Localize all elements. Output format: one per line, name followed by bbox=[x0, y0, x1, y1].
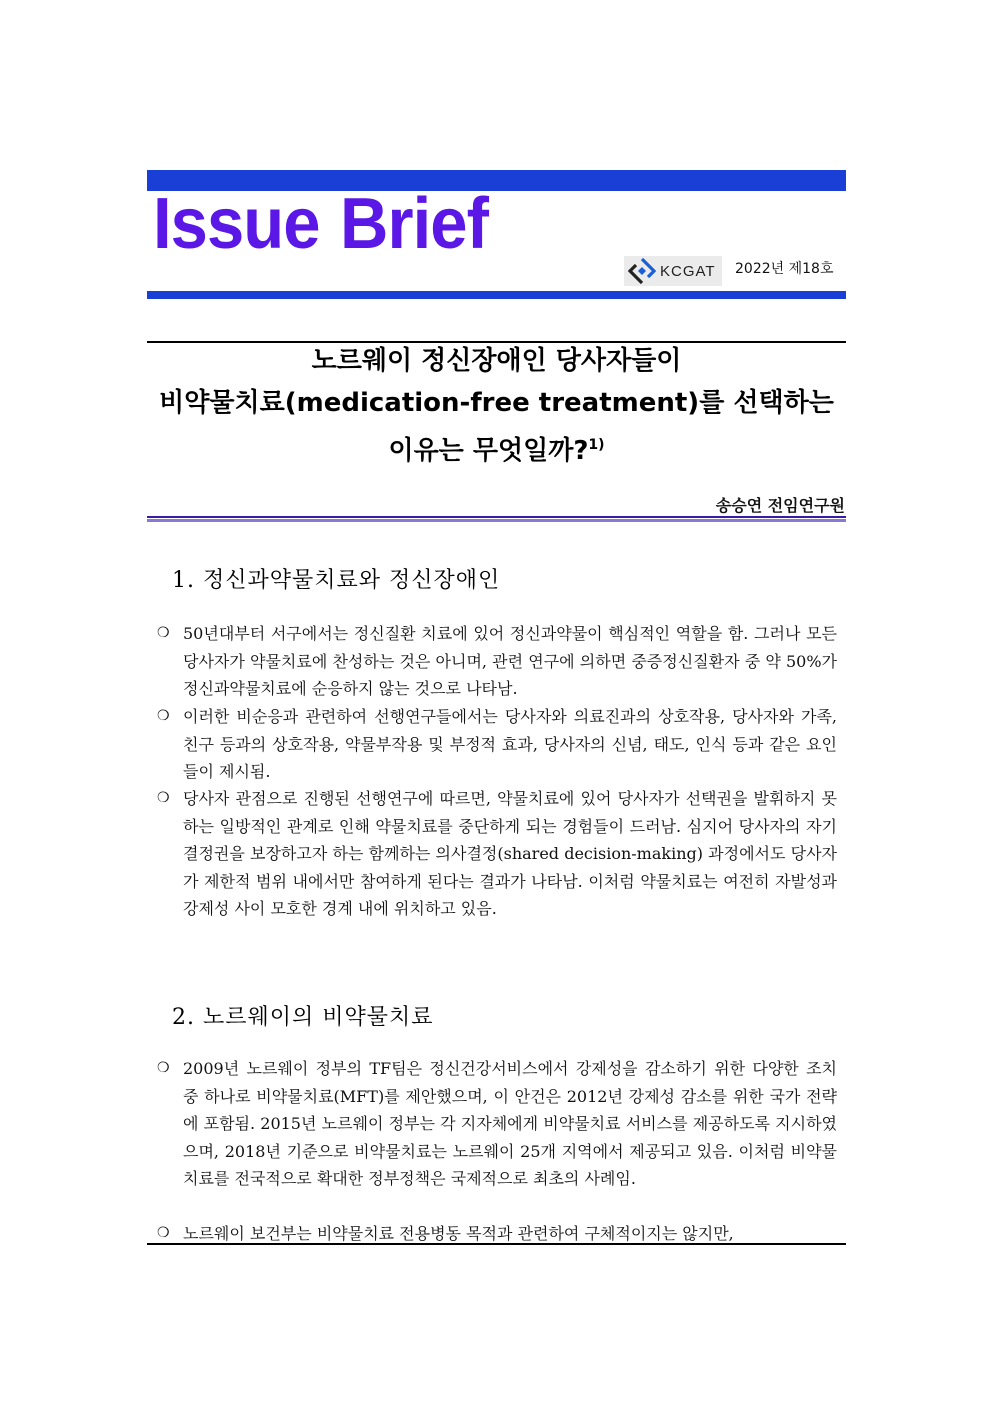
circle-bullet-icon: ❍ bbox=[157, 1060, 170, 1076]
section-2-bullet-1 bbox=[157, 1055, 837, 1193]
issue-number: 2022년 제18호 bbox=[735, 261, 834, 277]
brand-title bbox=[153, 184, 488, 264]
section-heading-1: 1. 정신과약물치료와 정신장애인 bbox=[172, 568, 501, 593]
logo-text: KCGAT bbox=[660, 262, 716, 280]
bullet-text: 50년대부터 서구에서는 정신질환 치료에 있어 정신과약물이 핵심적인 역할을 함. 그러나 모든 당사자가 약물치료에 찬성하는 것은 아니며, 관련 연구에 의하면 중증정신질환자 중 약 50%가 정신과약물치료에 순응하지 않는 것으로 나타남. bbox=[183, 624, 837, 698]
page-bottom-rule bbox=[147, 1243, 846, 1245]
section-1-bullet-3 bbox=[157, 785, 837, 923]
bullet-text: 당사자 관점으로 진행된 선행연구에 따르면, 약물치료에 있어 당사자가 선택권을 발휘하지 못하는 일방적인 관계로 인해 약물치료를 중단하게 되는 경험들이 드러남. 심지어 당사자의 자기결정권을 보장하고자 하는 함께하는 의사결정(shared decision-making) 과정에서도 당사자가 제한적 범위 내에서만 참여하게 된다는 결과가 나타남. 이처럼 약물치료는 여전히 자발성과 강제성 사이 모호한 경계 내에 위치하고 있음. bbox=[183, 789, 837, 918]
author-name: 송승연 전임연구원 bbox=[715, 496, 845, 515]
title-line-1: 노르웨이 정신장애인 당사자들이 bbox=[311, 346, 682, 376]
brand-word-issue: Issue bbox=[153, 184, 320, 264]
circle-bullet-icon: ❍ bbox=[157, 790, 170, 806]
header-bottom-bar bbox=[147, 291, 846, 299]
section-heading-2: 2. 노르웨이의 비약물치료 bbox=[172, 1005, 434, 1030]
bullet-text: 이러한 비순응과 관련하여 선행연구들에서는 당사자와 의료진과의 상호작용, 당사자와 가족, 친구 등과의 상호작용, 약물부작용 및 부정적 효과, 당사자의 신념, 태도, 인식 등과 같은 요인들이 제시됨. bbox=[183, 707, 837, 781]
bullet-text: 노르웨이 보건부는 비약물치료 전용병동 목적과 관련하여 구체적이지는 않지만, bbox=[183, 1224, 734, 1243]
diamond-logo-icon bbox=[628, 257, 656, 285]
circle-bullet-icon: ❍ bbox=[157, 708, 170, 724]
author-divider bbox=[147, 516, 846, 518]
footnote-marker[interactable]: 1) bbox=[588, 437, 605, 453]
bullet-text: 2009년 노르웨이 정부의 TF팀은 정신건강서비스에서 강제성을 감소하기 위한 다양한 조치 중 하나로 비약물치료(MFT)를 제안했으며, 이 안건은 2012년 강제성 감소를 위한 국가 전략에 포함됨. 2015년 노르웨이 정부는 각 지자체에게 비약물치료 서비스를 제공하도록 지시하였으며, 2018년 기준으로 비약물치료는 노르웨이 25개 지역에서 제공되고 있음. 이처럼 비약물치료를 전국적으로 확대한 정부정책은 국제적으로 최초의 사례임. bbox=[183, 1059, 837, 1188]
kcgat-logo bbox=[624, 256, 722, 286]
article-title bbox=[147, 340, 846, 472]
title-line-3 bbox=[147, 424, 846, 472]
section-1-bullet-1 bbox=[157, 620, 837, 703]
circle-bullet-icon: ❍ bbox=[157, 1225, 170, 1241]
title-line-2: 비약물치료(medication-free treatment)를 선택하는 bbox=[159, 388, 834, 418]
circle-bullet-icon: ❍ bbox=[157, 625, 170, 641]
author-divider-shade bbox=[147, 519, 846, 522]
title-line-3-text: 이유는 무엇일까? bbox=[388, 436, 589, 466]
brand-word-brief: Brief bbox=[340, 184, 488, 264]
section-1-bullet-2 bbox=[157, 703, 837, 786]
